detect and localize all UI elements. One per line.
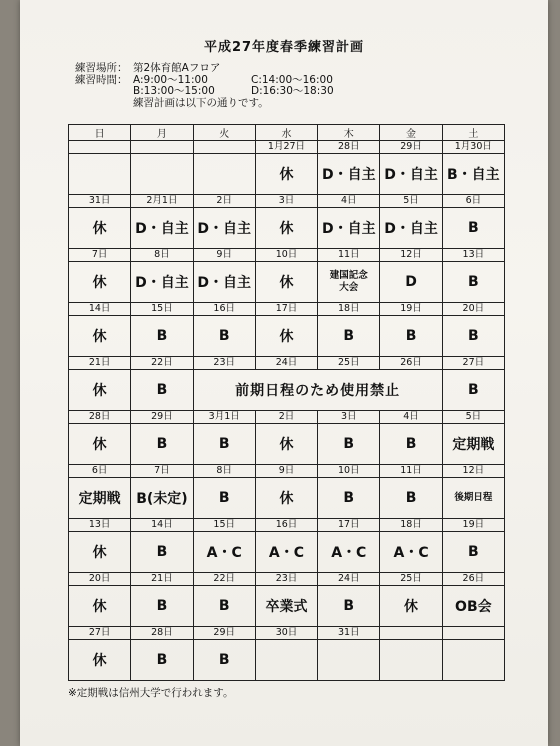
- plan-cell: B: [193, 424, 255, 465]
- date-row: [69, 519, 505, 532]
- plan-cell: D・自主: [131, 208, 193, 249]
- plan-row: [69, 586, 505, 627]
- date-cell: [442, 627, 504, 640]
- plan-cell: B: [131, 424, 193, 465]
- plan-cell: B(未定): [131, 478, 193, 519]
- date-cell: 14日: [69, 303, 131, 316]
- date-cell: 28日: [318, 141, 380, 154]
- plan-cell: 休: [69, 370, 131, 411]
- date-cell: 30日: [255, 627, 317, 640]
- plan-cell: 休: [69, 208, 131, 249]
- date-cell: 26日: [442, 573, 504, 586]
- plan-row: [69, 154, 505, 195]
- date-cell: 8日: [131, 249, 193, 262]
- place-value: 第2体育館Aフロア: [133, 62, 221, 74]
- plan-cell: B: [131, 640, 193, 681]
- date-cell: 20日: [442, 303, 504, 316]
- date-row: [69, 249, 505, 262]
- date-cell: 5日: [380, 195, 442, 208]
- date-cell: [380, 627, 442, 640]
- date-row: [69, 627, 505, 640]
- plan-cell: D・自主: [318, 208, 380, 249]
- plan-cell: B: [318, 316, 380, 357]
- date-cell: 11日: [380, 465, 442, 478]
- date-cell: [131, 141, 193, 154]
- plan-cell: B: [131, 532, 193, 573]
- date-cell: 16日: [255, 519, 317, 532]
- plan-row: [69, 478, 505, 519]
- date-cell: 6日: [442, 195, 504, 208]
- date-cell: 7日: [69, 249, 131, 262]
- date-row: [69, 195, 505, 208]
- date-cell: 3日: [318, 411, 380, 424]
- time-slot-c: C:14:00〜16:00: [251, 73, 333, 86]
- plan-cell: A・C: [255, 532, 317, 573]
- time-slot-d: D:16:30〜18:30: [251, 85, 334, 97]
- plan-row: [69, 316, 505, 357]
- date-cell: 9日: [255, 465, 317, 478]
- footnote: ※定期戦は信州大学で行われます。: [68, 687, 234, 699]
- plan-cell: 休: [255, 154, 317, 195]
- date-cell: 4日: [380, 411, 442, 424]
- plan-cell: [69, 154, 131, 195]
- date-cell: 10日: [318, 465, 380, 478]
- date-cell: 7日: [131, 465, 193, 478]
- date-cell: 20日: [69, 573, 131, 586]
- plan-cell: [193, 154, 255, 195]
- plan-cell: 卒業式: [255, 586, 317, 627]
- plan-cell: B: [380, 478, 442, 519]
- plan-cell: B: [193, 640, 255, 681]
- date-cell: 14日: [131, 519, 193, 532]
- plan-row: [69, 262, 505, 303]
- plan-row: [69, 640, 505, 681]
- date-cell: 8日: [193, 465, 255, 478]
- date-cell: 13日: [69, 519, 131, 532]
- weekday-header-row: [69, 125, 505, 141]
- date-cell: 25日: [318, 357, 380, 370]
- plan-cell: 休: [69, 640, 131, 681]
- plan-cell: 休: [69, 532, 131, 573]
- date-cell: [69, 141, 131, 154]
- plan-cell: A・C: [193, 532, 255, 573]
- time-slot-b: B:13:00〜15:00: [133, 85, 215, 97]
- date-cell: 17日: [255, 303, 317, 316]
- plan-cell: 休: [255, 262, 317, 303]
- date-cell: 12日: [442, 465, 504, 478]
- date-cell: 9日: [193, 249, 255, 262]
- plan-cell: 休: [255, 424, 317, 465]
- date-cell: 23日: [193, 357, 255, 370]
- date-cell: 10日: [255, 249, 317, 262]
- plan-cell: A・C: [318, 532, 380, 573]
- date-row: [69, 465, 505, 478]
- plan-cell: A・C: [380, 532, 442, 573]
- practice-calendar: [68, 124, 505, 681]
- plan-cell: B・自主: [442, 154, 504, 195]
- date-cell: 3月1日: [193, 411, 255, 424]
- date-cell: 22日: [131, 357, 193, 370]
- date-cell: 1月30日: [442, 141, 504, 154]
- plan-cell: [131, 154, 193, 195]
- date-cell: 19日: [380, 303, 442, 316]
- plan-cell: OB会: [442, 586, 504, 627]
- plan-cell: B: [442, 262, 504, 303]
- plan-cell: B: [318, 586, 380, 627]
- weekday-sat: 土: [442, 125, 504, 141]
- date-row: [69, 141, 505, 154]
- date-cell: 23日: [255, 573, 317, 586]
- plan-cell: 休: [69, 424, 131, 465]
- date-row: [69, 303, 505, 316]
- plan-cell: 休: [255, 316, 317, 357]
- date-cell: 4日: [318, 195, 380, 208]
- date-cell: 3日: [255, 195, 317, 208]
- plan-cell: [380, 640, 442, 681]
- date-row: [69, 573, 505, 586]
- plan-cell: 休: [255, 478, 317, 519]
- plan-cell: 定期戦: [69, 478, 131, 519]
- date-cell: 25日: [380, 573, 442, 586]
- weekday-thu: 木: [318, 125, 380, 141]
- page-title: 平成27年度春季練習計画: [203, 40, 365, 55]
- date-cell: 24日: [255, 357, 317, 370]
- practice-info: [75, 63, 334, 109]
- date-cell: 19日: [442, 519, 504, 532]
- date-cell: 27日: [442, 357, 504, 370]
- date-cell: 11日: [318, 249, 380, 262]
- date-cell: 21日: [131, 573, 193, 586]
- plan-row: [69, 208, 505, 249]
- date-cell: 2月1日: [131, 195, 193, 208]
- weekday-wed: 水: [255, 125, 317, 141]
- paper-sheet: [20, 0, 548, 746]
- date-row: [69, 411, 505, 424]
- date-cell: 22日: [193, 573, 255, 586]
- date-cell: 1月27日: [255, 141, 317, 154]
- plan-cell: B: [193, 478, 255, 519]
- plan-cell: D・自主: [131, 262, 193, 303]
- date-cell: 2日: [193, 195, 255, 208]
- date-cell: 28日: [131, 627, 193, 640]
- date-cell: 29日: [380, 141, 442, 154]
- weekday-fri: 金: [380, 125, 442, 141]
- date-cell: 31日: [69, 195, 131, 208]
- date-cell: 18日: [380, 519, 442, 532]
- weekday-mon: 月: [131, 125, 193, 141]
- plan-cell: B: [193, 316, 255, 357]
- plan-cell: D・自主: [193, 208, 255, 249]
- plan-cell: [318, 640, 380, 681]
- time-slot-a: A:9:00〜11:00: [133, 73, 208, 86]
- plan-cell: 定期戦: [442, 424, 504, 465]
- date-cell: [193, 141, 255, 154]
- plan-cell: D・自主: [380, 208, 442, 249]
- date-cell: 27日: [69, 627, 131, 640]
- schedule-note: 練習計画は以下の通りです。: [133, 96, 269, 109]
- date-cell: 12日: [380, 249, 442, 262]
- date-cell: 15日: [131, 303, 193, 316]
- date-cell: 26日: [380, 357, 442, 370]
- date-cell: 16日: [193, 303, 255, 316]
- plan-cell: D・自主: [380, 154, 442, 195]
- plan-cell: 休: [255, 208, 317, 249]
- plan-cell: B: [318, 424, 380, 465]
- date-cell: 29日: [193, 627, 255, 640]
- plan-cell: B: [131, 370, 193, 411]
- plan-row: [69, 370, 505, 411]
- plan-cell: 休: [380, 586, 442, 627]
- date-cell: 29日: [131, 411, 193, 424]
- date-cell: 31日: [318, 627, 380, 640]
- date-cell: 24日: [318, 573, 380, 586]
- plan-cell: [442, 640, 504, 681]
- plan-cell: B: [442, 316, 504, 357]
- plan-cell: B: [318, 478, 380, 519]
- date-row: [69, 357, 505, 370]
- date-cell: 18日: [318, 303, 380, 316]
- plan-cell: B: [380, 316, 442, 357]
- plan-cell: B: [442, 532, 504, 573]
- plan-cell: D・自主: [193, 262, 255, 303]
- place-label: 練習場所：: [75, 62, 128, 74]
- time-label: 練習時間：: [75, 73, 128, 86]
- plan-cell: 休: [69, 586, 131, 627]
- plan-cell: 後期日程: [442, 478, 504, 519]
- plan-cell: D・自主: [318, 154, 380, 195]
- date-cell: 5日: [442, 411, 504, 424]
- date-cell: 2日: [255, 411, 317, 424]
- plan-cell: D: [380, 262, 442, 303]
- plan-row: [69, 532, 505, 573]
- plan-cell: B: [442, 370, 504, 411]
- date-cell: 21日: [69, 357, 131, 370]
- date-cell: 17日: [318, 519, 380, 532]
- plan-cell: B: [131, 586, 193, 627]
- plan-cell: [255, 640, 317, 681]
- plan-cell: 休: [69, 262, 131, 303]
- plan-cell: 建国記念 大会: [318, 262, 380, 303]
- plan-cell: 休: [69, 316, 131, 357]
- date-cell: 6日: [69, 465, 131, 478]
- plan-cell: B: [442, 208, 504, 249]
- plan-cell: B: [380, 424, 442, 465]
- date-cell: 13日: [442, 249, 504, 262]
- date-cell: 15日: [193, 519, 255, 532]
- closure-banner: 前期日程のため使用禁止: [193, 370, 442, 411]
- plan-row: [69, 424, 505, 465]
- date-cell: 28日: [69, 411, 131, 424]
- weekday-sun: 日: [69, 125, 131, 141]
- plan-cell: B: [193, 586, 255, 627]
- plan-cell: B: [131, 316, 193, 357]
- weekday-tue: 火: [193, 125, 255, 141]
